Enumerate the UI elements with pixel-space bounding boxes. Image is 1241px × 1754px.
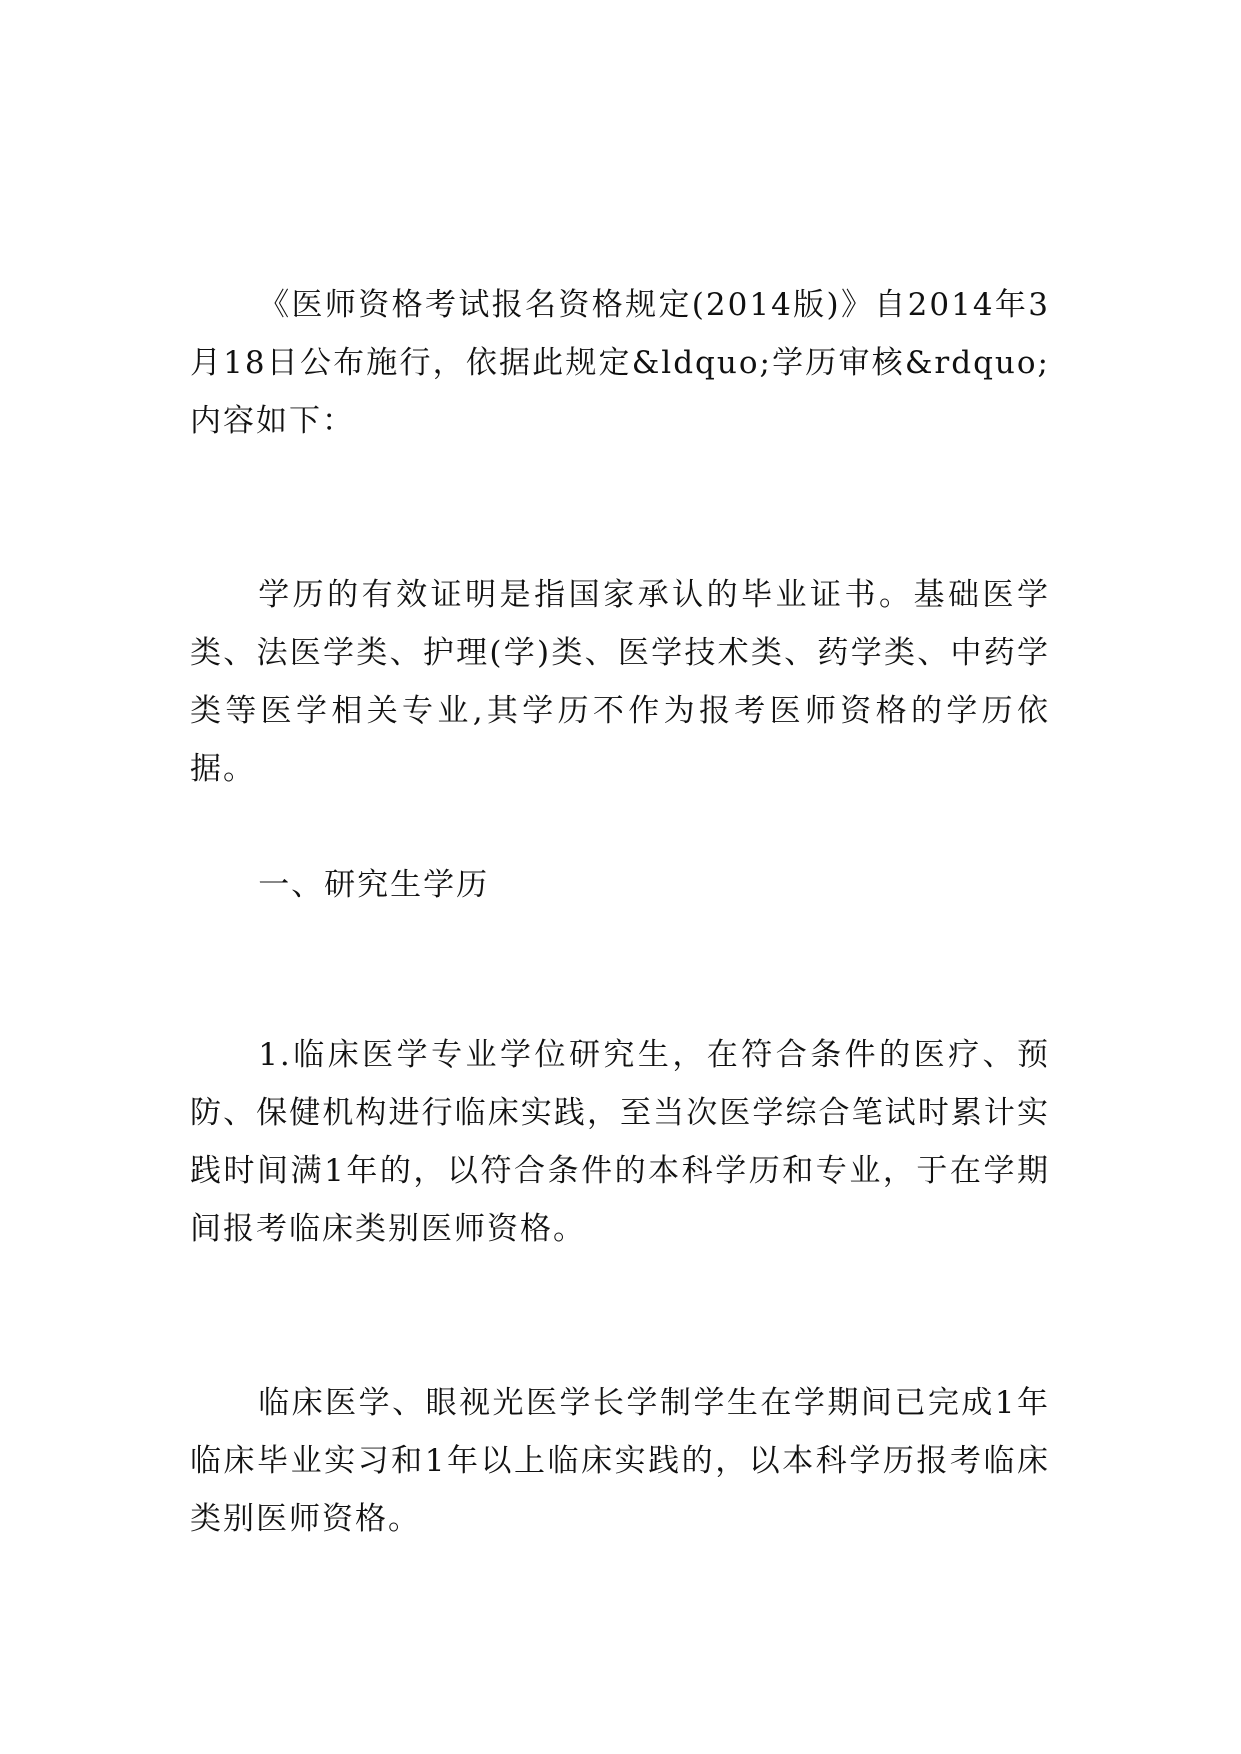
intro-paragraph: 《医师资格考试报名资格规定(2014版)》自2014年3月18日公布施行，依据此规定&ldquo;学历审核&rdquo;内容如下： — [190, 287, 1050, 439]
education-proof-paragraph: 学历的有效证明是指国家承认的毕业证书。基础医学类、法医学类、护理(学)类、医学技术类、药学类、中药学类等医学相关专业,其学历不作为报考医师资格的学历依据。 — [190, 577, 1050, 787]
clinical-master-paragraph: 1.临床医学专业学位研究生，在符合条件的医疗、预防、保健机构进行临床实践，至当次医学综合笔试时累计实践时间满1年的，以符合条件的本科学历和专业，于在学期间报考临床类别医师资格。 — [190, 1037, 1050, 1247]
long-program-paragraph: 临床医学、眼视光医学长学制学生在学期间已完成1年临床毕业实习和1年以上临床实践的，以本科学历报考临床类别医师资格。 — [190, 1385, 1050, 1537]
section-heading-graduate: 一、研究生学历 — [258, 867, 490, 903]
